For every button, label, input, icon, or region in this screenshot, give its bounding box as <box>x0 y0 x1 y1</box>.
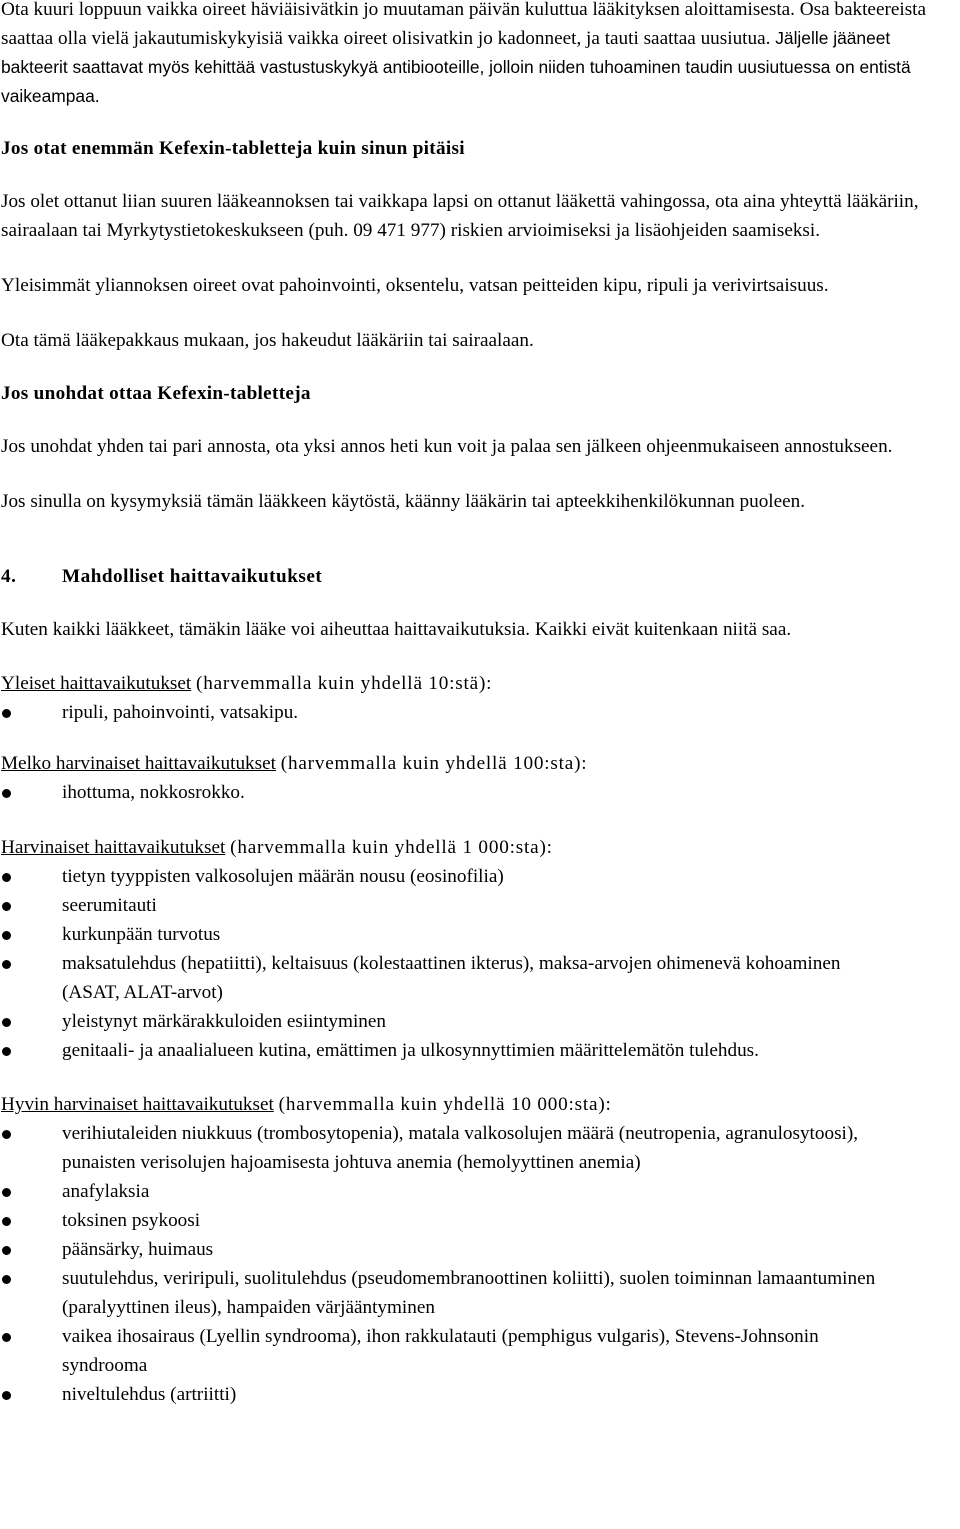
side-effect-group-uncommon <box>1 749 960 807</box>
group-label: Yleiset haittavaikutukset <box>1 673 192 694</box>
intro-paragraph <box>1 0 960 111</box>
group-frequency: (harvemmalla kuin yhdellä 10:stä): <box>196 673 493 694</box>
missed-dose-paragraph-2: Jos sinulla on kysymyksiä tämän lääkkeen käytöstä, käänny lääkärin tai apteekkihenkilökunnan puoleen. <box>1 491 806 512</box>
list-item: maksatulehdus (hepatiitti), keltaisuus (kolestaattinen ikterus), maksa-arvojen ohimenevä kohoaminen (ASAT, ALAT-arvot) <box>1 949 960 1007</box>
group-frequency: (harvemmalla kuin yhdellä 1 000:sta): <box>230 837 553 858</box>
overdose-paragraph-1: Jos olet ottanut liian suuren lääkeannoksen tai vaikkapa lapsi on ottanut lääkettä vahingossa, ota aina yhteyttä lääkäriin, sairaalaan tai Myrkytystietokeskukseen (puh. 09 471 977) riskien arvioimiseksi ja lisäohjeiden saamiseksi. <box>1 191 919 241</box>
list-item: ihottuma, nokkosrokko. <box>1 778 960 807</box>
group-list <box>1 778 960 807</box>
group-list <box>1 862 960 1065</box>
list-item: toksinen psykoosi <box>1 1206 960 1235</box>
missed-dose-heading: Jos unohdat ottaa Kefexin-tabletteja <box>1 383 311 404</box>
section-number: 4. <box>1 566 17 587</box>
overdose-paragraph-3: Ota tämä lääkepakkaus mukaan, jos hakeudut lääkäriin tai sairaalaan. <box>1 330 534 351</box>
overdose-paragraph-2: Yleisimmät yliannoksen oireet ovat pahoinvointi, oksentelu, vatsan peitteiden kipu, ripuli ja verivirtsaisuus. <box>1 275 829 296</box>
group-heading <box>1 669 960 698</box>
intro-sans-text: Jäljelle jääneet bakteerit saattavat myös kehittää vastustuskykyä antibiooteille, jolloin niiden tuhoaminen taudin uusiutuessa on entistä vaikeampaa. <box>1 28 911 106</box>
list-item: genitaali- ja anaalialueen kutina, emättimen ja ulkosynnyttimien määrittelemätön tulehdus. <box>1 1036 960 1065</box>
section-title: Mahdolliset haittavaikutukset <box>62 566 323 587</box>
group-frequency: (harvemmalla kuin yhdellä 100:sta): <box>280 753 588 774</box>
list-item: seerumitauti <box>1 891 960 920</box>
list-item: niveltulehdus (artriitti) <box>1 1380 960 1409</box>
list-item: kurkunpään turvotus <box>1 920 960 949</box>
list-item: anafylaksia <box>1 1177 960 1206</box>
side-effect-group-common <box>1 669 960 727</box>
list-item: päänsärky, huimaus <box>1 1235 960 1264</box>
group-label: Harvinaiset haittavaikutukset <box>1 837 226 858</box>
group-heading <box>1 749 960 778</box>
list-item: suutulehdus, veriripuli, suolitulehdus (pseudomembranoottinen koliitti), suolen toiminnan lamaantuminen (paralyyttinen ileus), hampaiden värjääntyminen <box>1 1264 960 1322</box>
overdose-heading: Jos otat enemmän Kefexin-tabletteja kuin sinun pitäisi <box>1 138 465 159</box>
group-frequency: (harvemmalla kuin yhdellä 10 000:sta): <box>278 1094 612 1115</box>
group-heading <box>1 833 960 862</box>
intro-serif-text: Ota kuuri loppuun vaikka oireet häviäisivätkin jo muutaman päivän kuluttua lääkityksen aloittamisesta. Osa bakteereista saattaa olla vielä jakautumiskykyisiä vaikka oireet olisivatkin jo kadonneet, ja tauti saattaa uusiutua. <box>1 0 927 49</box>
list-item: verihiutaleiden niukkuus (trombosytopenia), matala valkosolujen määrä (neutropenia, agranulosytoosi), punaisten verisolujen hajoamisesta johtuva anemia (hemolyyttinen anemia) <box>1 1119 960 1177</box>
section-4-intro: Kuten kaikki lääkkeet, tämäkin lääke voi aiheuttaa haittavaikutuksia. Kaikki eivät kuitenkaan niitä saa. <box>1 619 792 640</box>
missed-dose-paragraph-1: Jos unohdat yhden tai pari annosta, ota yksi annos heti kun voit ja palaa sen jälkeen ohjeenmukaiseen annostukseen. <box>1 436 893 457</box>
list-item: vaikea ihosairaus (Lyellin syndrooma), ihon rakkulatauti (pemphigus vulgaris), Stevens-Johnsonin syndrooma <box>1 1322 960 1380</box>
list-item: yleistynyt märkärakkuloiden esiintyminen <box>1 1007 960 1036</box>
section-4-heading <box>1 562 960 591</box>
list-item: ripuli, pahoinvointi, vatsakipu. <box>1 698 960 727</box>
list-item: tietyn tyyppisten valkosolujen määrän nousu (eosinofilia) <box>1 862 960 891</box>
group-label: Melko harvinaiset haittavaikutukset <box>1 753 276 774</box>
side-effect-group-rare <box>1 833 960 1065</box>
group-label: Hyvin harvinaiset haittavaikutukset <box>1 1094 274 1115</box>
group-list <box>1 1119 960 1409</box>
side-effect-group-very-rare <box>1 1090 960 1409</box>
group-list <box>1 698 960 727</box>
group-heading <box>1 1090 960 1119</box>
